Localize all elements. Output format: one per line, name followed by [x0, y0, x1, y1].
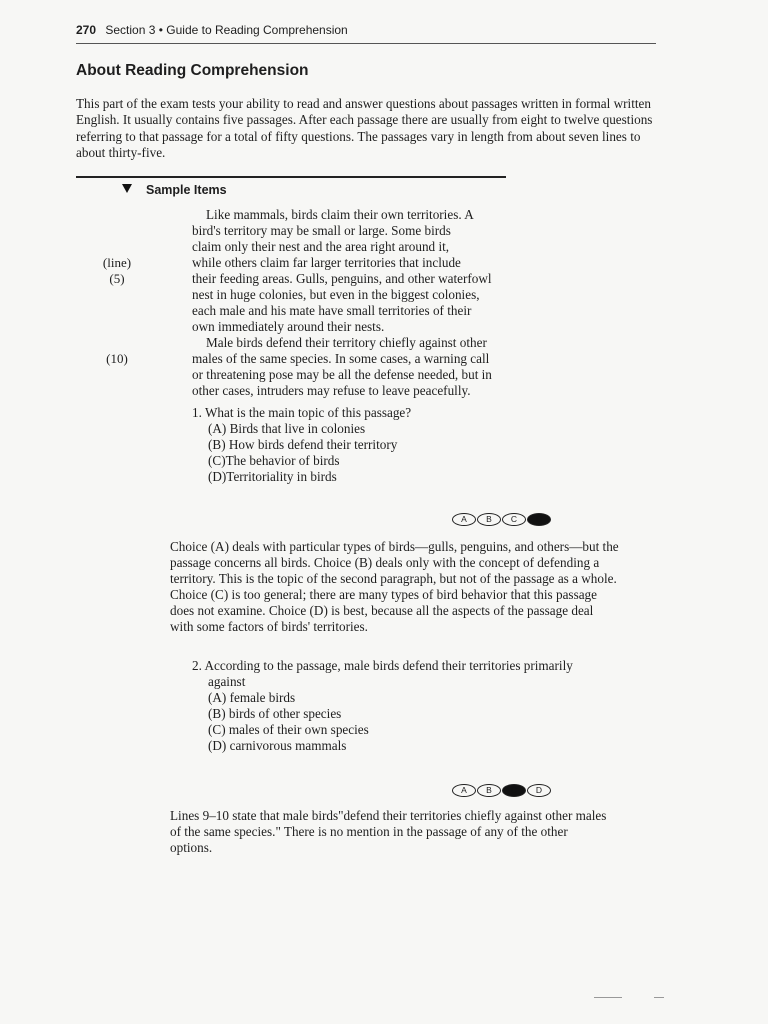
- page-title: About Reading Comprehension: [76, 62, 309, 79]
- passage-line: each male and his mate have small territories of their: [192, 303, 472, 318]
- answer-bubble-d: D: [527, 784, 551, 797]
- question-2-stem-cont: against: [208, 674, 246, 689]
- passage-line: or threatening pose may be all the defense needed, but in: [192, 367, 492, 382]
- question-1-choice-a: (A) Birds that live in colonies: [208, 421, 366, 436]
- answer-bubble-a: A: [452, 784, 476, 797]
- scan-mark: [654, 997, 664, 998]
- line-marker-5: (5): [109, 271, 125, 286]
- question-1-choice-c: (C)The behavior of birds: [208, 453, 340, 468]
- passage-line: other cases, intruders may refuse to leave peacefully.: [192, 383, 471, 398]
- page-number: 270: [76, 23, 97, 37]
- header-rule: [76, 43, 656, 44]
- question-2-choice-b: (B) birds of other species: [208, 706, 342, 721]
- answer-bubble-c: C: [502, 513, 526, 526]
- question-1-choice-b: (B) How birds defend their territory: [208, 437, 398, 452]
- question-1-choice-d: (D)Territoriality in birds: [208, 469, 337, 484]
- question-1-answer-bubbles: [452, 513, 551, 526]
- section-divider: [76, 176, 506, 178]
- question-2-answer-bubbles: [452, 784, 551, 797]
- passage-line: males of the same species. In some cases, a warning call: [192, 351, 490, 366]
- question-2-choice-a: (A) female birds: [208, 690, 296, 705]
- line-marker-10: (10): [106, 351, 128, 366]
- passage-line: bird's territory may be small or large. Some birds: [192, 223, 451, 238]
- triangle-bullet-icon: [122, 184, 132, 193]
- question-2-choice-c: (C) males of their own species: [208, 722, 369, 737]
- question-2-explanation: Lines 9–10 state that male birds"defend their territories chiefly against other males of the same species." There is no mention in the passage of any of the other options.: [170, 808, 607, 855]
- passage-line: nest in huge colonies, but even in the biggest colonies,: [192, 287, 480, 302]
- passage-line: Male birds defend their territory chiefly against other: [206, 335, 487, 350]
- question-2-stem: 2. According to the passage, male birds defend their territories primarily: [192, 658, 573, 673]
- answer-bubble-d: D: [527, 513, 551, 526]
- passage-line: their feeding areas. Gulls, penguins, and other waterfowl: [192, 271, 492, 286]
- intro-paragraph: This part of the exam tests your ability to read and answer questions about passages written in formal written English. It usually contains five passages. After each passage there are usually from eight to twelve questions referring to that passage for a total of fifty questions. The passages vary in length from about seven lines to about thirty-five.: [76, 96, 653, 161]
- question-2-choice-d: (D) carnivorous mammals: [208, 738, 347, 753]
- scan-mark: [594, 997, 622, 998]
- passage-line: while others claim far larger territories that include: [192, 255, 461, 270]
- passage-line: claim only their nest and the area right around it,: [192, 239, 450, 254]
- question-1-explanation: Choice (A) deals with particular types of birds—gulls, penguins, and others—but the passage concerns all birds. Choice (B) deals only with the concept of defending a territory. This is the topic of the second paragraph, but not of the passage as a whole. Choice (C) is too general; there are many types of bird behavior that this passage does not examine. Choice (D) is best, because all the aspects of the passage deal with some factors of birds' territories.: [170, 539, 619, 634]
- line-marker-label: (line): [102, 255, 132, 270]
- answer-bubble-b: B: [477, 513, 501, 526]
- passage-line: own immediately around their nests.: [192, 319, 385, 334]
- running-header: [76, 23, 348, 37]
- passage-line: Like mammals, birds claim their own territories. A: [206, 207, 474, 222]
- answer-bubble-a: A: [452, 513, 476, 526]
- answer-bubble-c: C: [502, 784, 526, 797]
- question-1-stem: 1. What is the main topic of this passage?: [192, 405, 412, 420]
- sample-items-label: Sample Items: [146, 183, 227, 197]
- answer-bubble-b: B: [477, 784, 501, 797]
- sample-items-heading: [122, 183, 227, 197]
- section-title: Section 3 • Guide to Reading Comprehension: [105, 23, 348, 37]
